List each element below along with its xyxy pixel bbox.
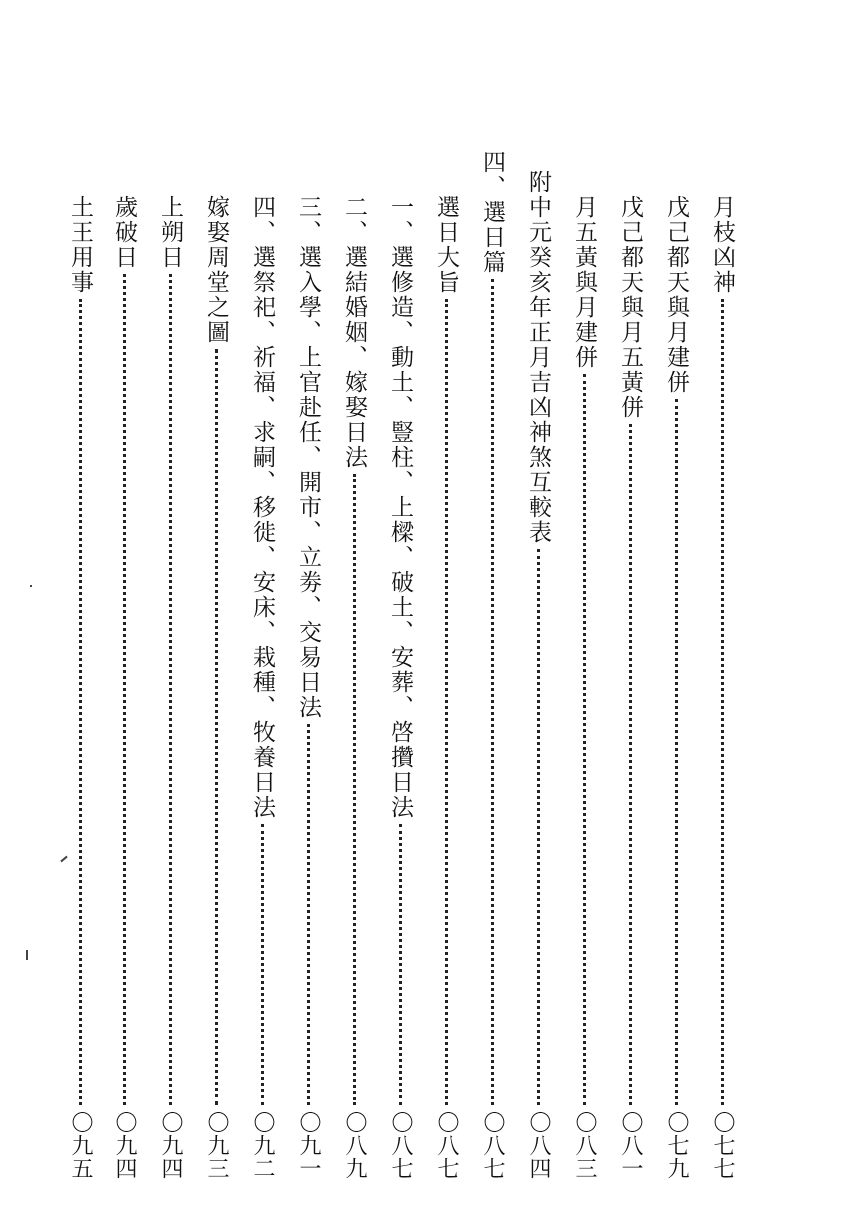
toc-entry-page: 〇八四 — [526, 1111, 551, 1180]
dot-leader — [629, 424, 632, 1105]
toc-entry-title: 上朔日 — [157, 195, 183, 270]
toc-entry-page: 〇九二 — [250, 1111, 275, 1180]
dot-leader — [537, 549, 540, 1105]
dot-leader — [307, 724, 310, 1105]
toc-entry-page: 〇八一 — [618, 1111, 643, 1180]
toc-entry-title: 月五黃與月建併 — [571, 195, 597, 370]
toc-entry[interactable] — [246, 195, 278, 1180]
toc-entry-page: 〇八七 — [434, 1111, 459, 1180]
toc-entry-page: 〇九四 — [158, 1111, 183, 1180]
toc-entry[interactable] — [108, 195, 140, 1180]
toc-entry[interactable] — [476, 150, 508, 1180]
toc-entry-page: 〇八七 — [388, 1111, 413, 1180]
dot-leader — [399, 824, 402, 1105]
toc-entry[interactable] — [384, 195, 416, 1180]
toc-entry[interactable] — [64, 195, 96, 1180]
dot-leader — [583, 374, 586, 1105]
toc-entry[interactable] — [522, 170, 554, 1180]
toc-entry[interactable] — [338, 195, 370, 1180]
toc-entry[interactable] — [154, 195, 186, 1180]
toc-entry-title: 四、選日篇 — [479, 150, 505, 275]
toc-entry-page: 〇八七 — [480, 1111, 505, 1180]
toc-entry-page: 〇七九 — [664, 1111, 689, 1180]
scan-speck — [30, 585, 32, 587]
toc-entry-page: 〇九一 — [296, 1111, 321, 1180]
dot-leader — [215, 349, 218, 1105]
toc-entry-page: 〇七七 — [710, 1111, 735, 1180]
dot-leader — [445, 299, 448, 1105]
dot-leader — [675, 399, 678, 1105]
dot-leader — [491, 279, 494, 1105]
toc-entry-title: 戊己都天與月五黃併 — [617, 195, 643, 420]
toc-entry-title: 嫁娶周堂之圖 — [203, 195, 229, 345]
toc-entry-page: 〇九五 — [68, 1111, 93, 1180]
toc-entry[interactable] — [568, 195, 600, 1180]
toc-entry[interactable] — [614, 195, 646, 1180]
toc-entry-title: 歲破日 — [111, 195, 137, 270]
toc-entry-title: 附中元癸亥年正月吉凶神煞互較表 — [525, 170, 551, 545]
toc-entry-page: 〇八九 — [342, 1111, 367, 1180]
toc-entry[interactable] — [292, 195, 324, 1180]
toc-entry-page: 〇八三 — [572, 1111, 597, 1180]
toc-entry-title: 三、選入學、上官赴任、開市、立劵、交易日法 — [295, 195, 321, 720]
toc-entry[interactable] — [660, 195, 692, 1180]
toc-entry-title: 戊己都天與月建併 — [663, 195, 689, 395]
toc-entry[interactable] — [706, 195, 738, 1180]
toc-entry-title: 月枝凶神 — [709, 195, 735, 295]
toc-entry-title: 二、選結婚姻、嫁娶日法 — [341, 195, 367, 470]
dot-leader — [261, 824, 264, 1105]
toc-entry[interactable] — [200, 195, 232, 1180]
dot-leader — [123, 274, 126, 1105]
toc-entry-page: 〇九三 — [204, 1111, 229, 1180]
scan-speck — [26, 950, 28, 960]
dot-leader — [353, 474, 356, 1105]
toc-entry-title: 選日大旨 — [433, 195, 459, 295]
dot-leader — [721, 299, 724, 1105]
toc-entry-title: 四、選祭祀、祈福、求嗣、移徙、安床、栽種、牧養日法 — [249, 195, 275, 820]
toc-entry-title: 一、選修造、動土、豎柱、上樑、破土、安葬、啓攢日法 — [387, 195, 413, 820]
toc-entry-title: 土王用事 — [67, 195, 93, 295]
dot-leader — [169, 274, 172, 1105]
toc-entry-page: 〇九四 — [112, 1111, 137, 1180]
dot-leader — [79, 299, 82, 1105]
toc-entry[interactable] — [430, 195, 462, 1180]
